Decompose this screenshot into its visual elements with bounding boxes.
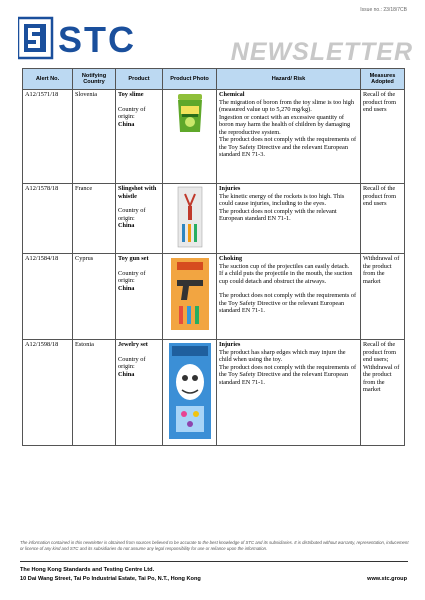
alert-number: A12/1571/18 bbox=[23, 90, 73, 184]
logo-wordmark: STC bbox=[58, 19, 136, 60]
newsletter-header bbox=[0, 0, 425, 70]
issue-number: Issue no.: 23/18/7CB bbox=[360, 7, 407, 13]
jewelry-set-photo bbox=[168, 342, 212, 440]
hazard-cell bbox=[217, 90, 361, 184]
hazard-type: Injuries bbox=[219, 341, 241, 348]
country-of-origin-value: China bbox=[118, 120, 135, 128]
column-header: Hazard/ Risk bbox=[217, 69, 361, 90]
hazard-description: The product does not comply with the requirements of the Toy Safety Directive and the relevant European standard EN 71-1. bbox=[219, 363, 357, 386]
hazard-description: The product does not comply with the requirements of the Toy Safety Directive and the relevant European standard EN 71-3. bbox=[219, 136, 357, 159]
column-header: Product Photo bbox=[163, 69, 217, 90]
hazard-type: Chemical bbox=[219, 91, 245, 98]
country-of-origin-label: Country of origin: bbox=[118, 269, 146, 285]
notifying-country: Slovenia bbox=[73, 90, 116, 184]
slime-tub-photo bbox=[175, 92, 205, 134]
notifying-country: Cyprus bbox=[73, 254, 116, 340]
table-header-row bbox=[23, 69, 405, 90]
hazard-description: Ingestion or contact with an excessive quantity of boron may harm the health of children by damaging the reproductive system. bbox=[219, 113, 351, 136]
footer-divider bbox=[20, 561, 408, 562]
measures-adopted: Recall of the product from end users bbox=[361, 90, 405, 184]
measures-adopted: Recall of the product from end users bbox=[361, 184, 405, 254]
product-photo-cell bbox=[163, 254, 217, 340]
product-name: Slingshot with whistle bbox=[118, 185, 157, 200]
product-name: Toy gun set bbox=[118, 255, 149, 262]
country-of-origin-value: China bbox=[118, 370, 135, 378]
hazard-cell bbox=[217, 184, 361, 254]
product-photo-cell bbox=[163, 340, 217, 446]
product-photo-cell bbox=[163, 184, 217, 254]
hazard-cell bbox=[217, 340, 361, 446]
hazard-description: The kinetic energy of the rockets is too high. This could cause injuries, including to the eyes. bbox=[219, 192, 345, 208]
alerts-table-container bbox=[22, 68, 404, 446]
slingshot-photo bbox=[177, 186, 203, 248]
toy-gun-set-photo bbox=[169, 256, 211, 332]
table-row bbox=[23, 184, 405, 254]
country-of-origin-value: China bbox=[118, 222, 135, 230]
measures-adopted: Recall of the product from end users; Withdrawal of the product from the market bbox=[361, 340, 405, 446]
hazard-description: The migration of boron from the toy slime is too high (measured value up to 5,270 mg/kg). bbox=[219, 98, 355, 114]
product-cell bbox=[116, 340, 163, 446]
notifying-country: France bbox=[73, 184, 116, 254]
product-name: Jewelry set bbox=[118, 341, 148, 348]
company-name: The Hong Kong Standards and Testing Centre Ltd. bbox=[20, 567, 155, 573]
table-row bbox=[23, 254, 405, 340]
product-cell bbox=[116, 254, 163, 340]
column-header: Product bbox=[116, 69, 163, 90]
column-header: Alert No. bbox=[23, 69, 73, 90]
column-header: Notifying Country bbox=[73, 69, 116, 90]
table-row bbox=[23, 340, 405, 446]
table-row bbox=[23, 90, 405, 184]
hazard-description: The suction cup of the projectiles can easily detach. bbox=[219, 262, 350, 270]
stc-logo bbox=[18, 16, 163, 62]
alert-number: A12/1584/18 bbox=[23, 254, 73, 340]
alerts-table bbox=[22, 68, 405, 446]
website-link[interactable]: www.stc.group bbox=[367, 576, 407, 582]
hazard-description: The product has sharp edges which may injure the child when using the toy. bbox=[219, 348, 346, 364]
hazard-description: The product does not comply with the relevant European standard EN 71-1. bbox=[219, 207, 337, 223]
hazard-description: The product does not comply with the requirements of the Toy Safety Directive or the relevant European standard EN 71-1. bbox=[219, 292, 357, 315]
measures-adopted: Withdrawal of the product from the market bbox=[361, 254, 405, 340]
country-of-origin-label: Country of origin: bbox=[118, 105, 146, 121]
hazard-type: Choking bbox=[219, 255, 243, 262]
country-of-origin-label: Country of origin: bbox=[118, 355, 146, 371]
country-of-origin-label: Country of origin: bbox=[118, 207, 146, 222]
column-header: Measures Adopted bbox=[361, 69, 405, 90]
product-cell bbox=[116, 184, 163, 254]
alert-number: A12/1598/18 bbox=[23, 340, 73, 446]
hazard-description: If a child puts the projectile in the mouth, the suction cup could detach and obstruct the airways. bbox=[219, 270, 353, 285]
product-photo-cell bbox=[163, 90, 217, 184]
newsletter-title: NEWSLETTER bbox=[230, 38, 413, 66]
company-address: 10 Dai Wang Street, Tai Po Industrial Estate, Tai Po, N.T., Hong Kong bbox=[20, 576, 201, 582]
notifying-country: Estonia bbox=[73, 340, 116, 446]
disclaimer-text: The information contained in this newsletter is obtained from sources believed to be accurate to the best knowledge of STC and its subsidiaries. It is distributed without warranty, representation, inducement or licence of any kind and STC and its subsidiaries do not assume any legal responsibility for use or reliance upon the information. bbox=[20, 540, 409, 551]
product-cell bbox=[116, 90, 163, 184]
alert-number: A12/1578/18 bbox=[23, 184, 73, 254]
country-of-origin-value: China bbox=[118, 284, 135, 292]
hazard-cell bbox=[217, 254, 361, 340]
hazard-type: Injuries bbox=[219, 185, 241, 192]
product-name: Toy slime bbox=[118, 91, 144, 98]
